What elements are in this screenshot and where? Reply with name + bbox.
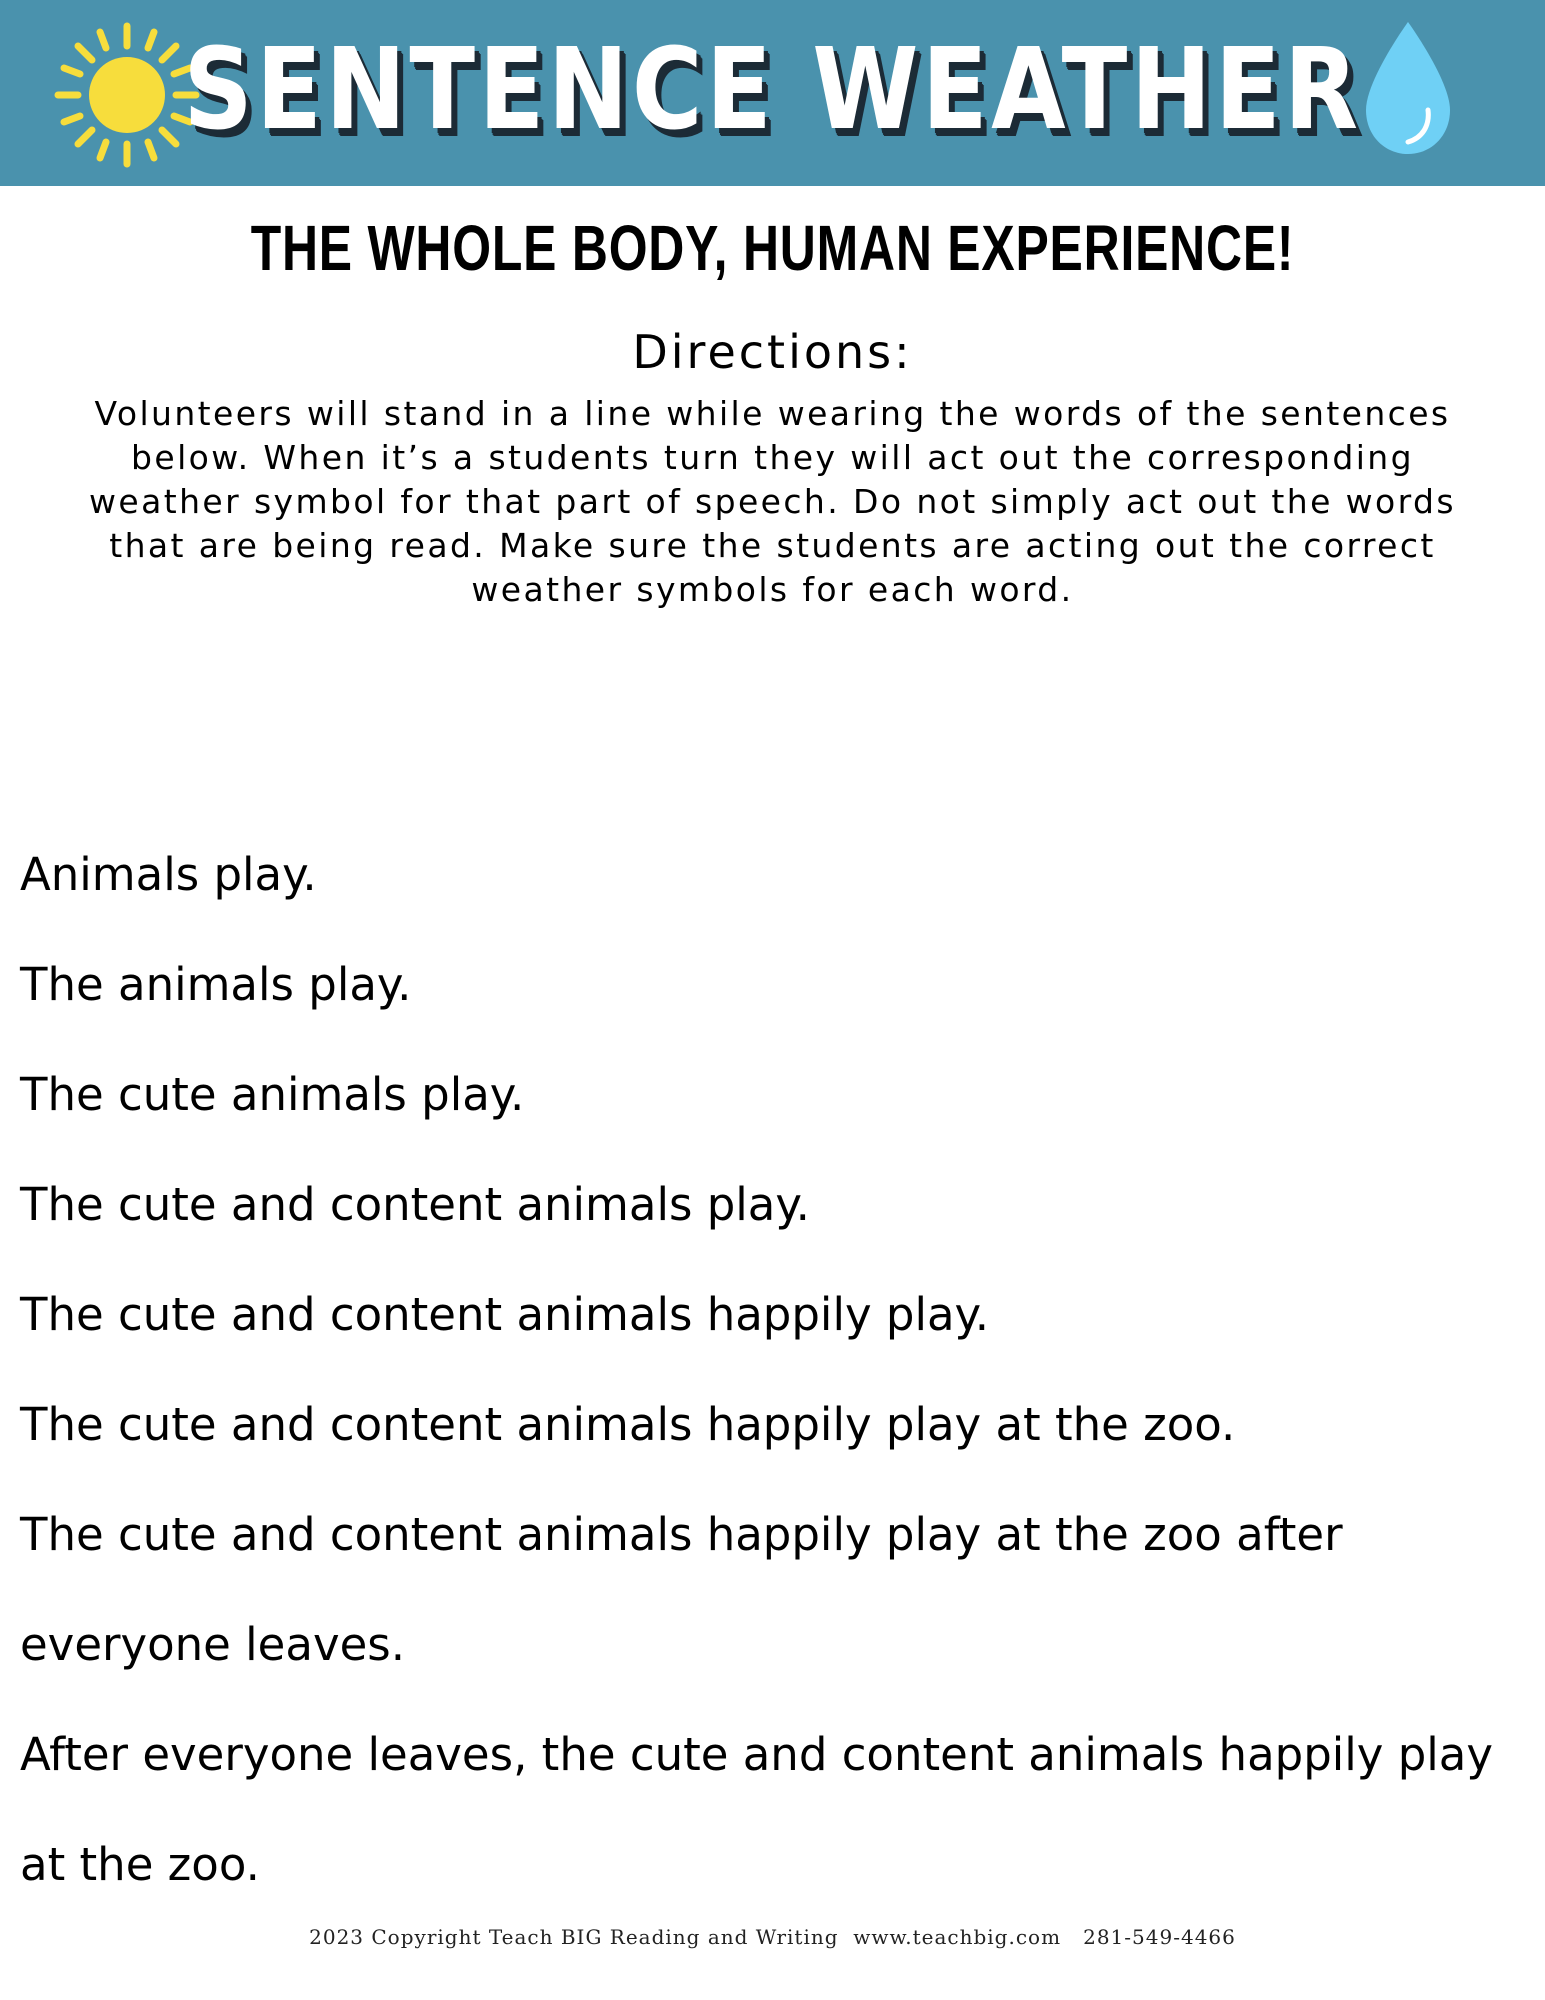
header-banner — [0, 0, 1545, 186]
sentence-item: The cute and content animals play. — [20, 1178, 810, 1231]
sentence-item: Animals play. — [20, 848, 317, 901]
sentence-item: The cute and content animals happily play at the zoo after everyone leaves. — [20, 1508, 1343, 1671]
sentence-list — [20, 820, 1520, 1920]
sentence-item: The cute and content animals happily play. — [20, 1288, 990, 1341]
sentence-item: The animals play. — [20, 958, 412, 1011]
water-drop-icon — [1358, 18, 1458, 158]
page-title: SENTENCE WEATHER — [183, 25, 1362, 155]
directions-text: Volunteers will stand in a line while wearing the words of the sentences below. When it’s a students turn they will act out the corresponding weather symbol for that part of speech. Do not simply act out the words that are being read. Make sure the students are acting out the correct weather symbols for each word. — [89, 394, 1456, 609]
sentence-item: The cute and content animals happily play at the zoo. — [20, 1398, 1236, 1451]
sentence-item: The cute animals play. — [20, 1068, 525, 1121]
directions-heading: Directions: — [632, 325, 913, 379]
copyright-footer: 2023 Copyright Teach BIG Reading and Writing www.teachbig.com 281-549-4466 — [309, 1925, 1236, 1949]
subtitle: THE WHOLE BODY, HUMAN EXPERIENCE! — [250, 212, 1295, 284]
sentence-item: After everyone leaves, the cute and content animals happily play at the zoo. — [20, 1728, 1493, 1891]
